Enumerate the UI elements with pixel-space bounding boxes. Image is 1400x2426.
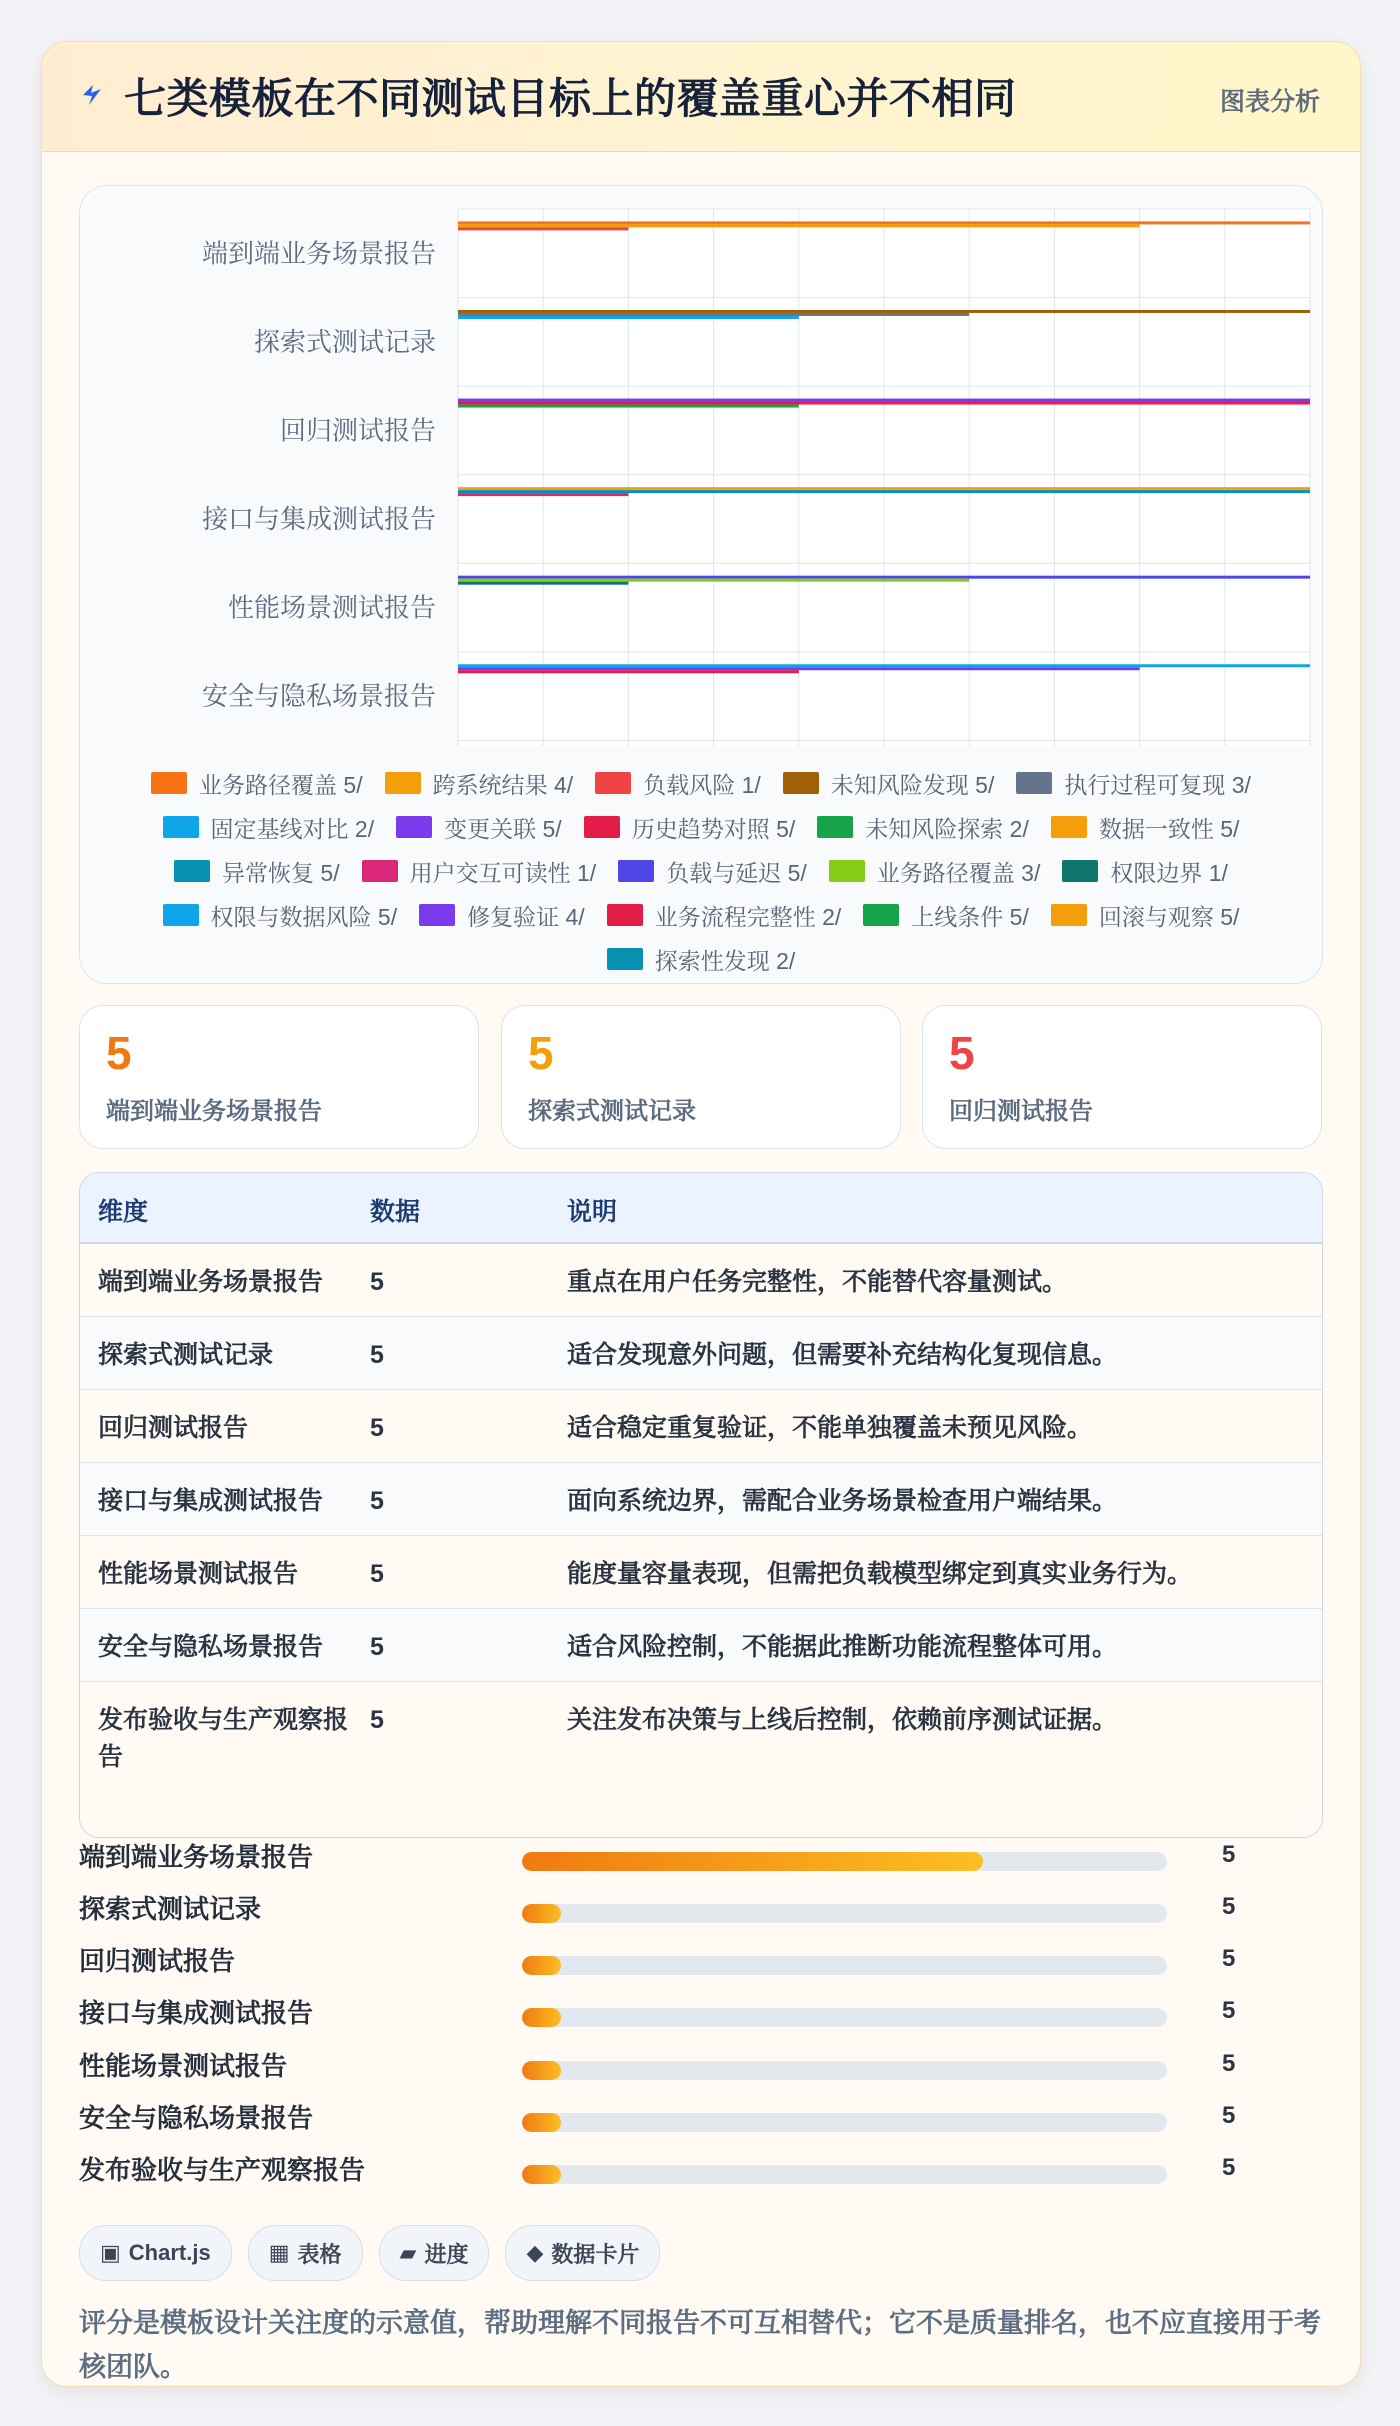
column-header-dimension: 维度 (98, 1198, 149, 1226)
table-row (80, 1390, 1322, 1463)
progress-row (79, 1887, 1321, 1927)
bar-3-0 (458, 487, 1310, 490)
progress-fill (522, 1852, 983, 1871)
bar-5-0 (458, 664, 1310, 667)
legend-swatch (783, 772, 819, 794)
legend-swatch (396, 816, 432, 838)
legend-label: 历史趋势对照 5/ (631, 815, 796, 842)
progress-track (522, 2113, 1167, 2132)
y-category-label: 端到端业务场景报告 (201, 238, 436, 269)
progress-label: 性能场景测试报告 (79, 2051, 288, 2081)
y-category-label: 性能场景测试报告 (227, 592, 436, 623)
chart-icon: ▣ (100, 2240, 121, 2265)
legend-label: 业务流程完整性 2/ (654, 903, 842, 930)
progress-label: 安全与隐私场景报告 (79, 2103, 314, 2133)
row-name: 发布验收与生产观察报告 (98, 1706, 349, 1771)
row-name: 回归测试报告 (98, 1414, 249, 1442)
progress-fill (522, 1956, 561, 1975)
chartjs-pill[interactable] (79, 2225, 232, 2281)
legend-label: 权限与数据风险 5/ (210, 903, 398, 930)
stacked-bar-chart (80, 186, 1322, 746)
y-category-label: 接口与集成测试报告 (201, 504, 436, 534)
stat-card-1 (79, 1005, 479, 1149)
progress-fill (522, 2061, 561, 2080)
progress-icon: ▰ (399, 2240, 417, 2265)
progress-label: 发布验收与生产观察报告 (79, 2155, 366, 2185)
legend-item[interactable] (1016, 768, 1251, 798)
progress-row (79, 1939, 1321, 1979)
data-table (79, 1172, 1323, 1838)
progress-track (522, 2061, 1167, 2080)
legend-item[interactable] (174, 856, 340, 886)
legend-swatch (595, 772, 631, 794)
legend-label: 固定基线对比 2/ (210, 815, 375, 842)
progress-value: 5 (1222, 1945, 1236, 1972)
legend-label: 未知风险发现 5/ (830, 771, 995, 798)
progress-row (79, 1991, 1321, 2031)
stat-value: 5 (949, 1027, 975, 1079)
legend-item[interactable] (863, 900, 1029, 930)
legend-swatch (362, 860, 398, 882)
row-description: 适合风险控制，不能据此推断功能流程整体可用。 (567, 1633, 1118, 1661)
progress-row (79, 2148, 1321, 2188)
legend-label: 业务路径覆盖 3/ (876, 859, 1041, 886)
row-value: 5 (370, 1341, 384, 1369)
row-name: 接口与集成测试报告 (98, 1487, 324, 1515)
stat-label: 探索式测试记录 (528, 1098, 696, 1125)
legend-label: 权限边界 1/ (1110, 859, 1228, 886)
legend-item[interactable] (618, 856, 807, 886)
bar-4-2 (458, 582, 628, 585)
progress-pill[interactable] (379, 2225, 490, 2281)
legend-swatch (817, 816, 853, 838)
data-card-pill[interactable] (505, 2225, 660, 2281)
y-category-label: 安全与隐私场景报告 (201, 681, 436, 712)
row-name: 端到端业务场景报告 (98, 1268, 324, 1296)
table-row (80, 1317, 1322, 1390)
progress-track (522, 2165, 1167, 2184)
progress-label: 接口与集成测试报告 (79, 1998, 314, 2028)
bar-1-0 (458, 310, 1310, 313)
legend-label: 未知风险探索 2/ (865, 815, 1029, 842)
pill-label: Chart.js (128, 2240, 211, 2265)
column-header-description: 说明 (567, 1198, 618, 1226)
table-row (80, 1244, 1322, 1317)
legend-label: 负载与延迟 5/ (666, 859, 807, 886)
legend-label: 上线条件 5/ (911, 903, 1029, 930)
legend-swatch (1062, 860, 1098, 882)
legend-swatch (151, 772, 187, 794)
table-row (80, 1536, 1322, 1609)
legend-item[interactable] (163, 812, 375, 842)
table-row (80, 1609, 1322, 1682)
legend-label: 业务路径覆盖 5/ (199, 771, 363, 798)
legend-item[interactable] (1051, 812, 1240, 842)
progress-row (79, 2044, 1321, 2084)
stat-value: 5 (106, 1027, 132, 1079)
progress-fill (522, 1904, 561, 1923)
bar-0-0 (458, 221, 1310, 224)
legend-item[interactable] (362, 856, 597, 886)
row-name: 性能场景测试报告 (98, 1560, 299, 1588)
legend-label: 负载风险 1/ (643, 771, 761, 798)
table-icon: ▦ (268, 2240, 290, 2265)
table-header (80, 1173, 1322, 1244)
chart-panel (79, 185, 1323, 984)
legend-item[interactable] (163, 900, 398, 930)
table-row (80, 1682, 1322, 1837)
table-pill[interactable] (248, 2225, 363, 2281)
legend-label: 用户交互可读性 1/ (409, 859, 597, 886)
bar-5-1 (458, 667, 1140, 670)
legend-swatch (163, 904, 199, 926)
stat-label: 端到端业务场景报告 (106, 1098, 322, 1125)
row-description: 面向系统边界，需配合业务场景检查用户端结果。 (567, 1487, 1118, 1515)
legend-swatch (419, 904, 455, 926)
footnote: 评分是模板设计关注度的示意值，帮助理解不同报告不可互相替代；它不是质量排名，也不应直接用于考核团队。 (79, 2308, 1321, 2382)
row-value: 5 (370, 1268, 384, 1296)
bar-2-1 (458, 402, 1310, 405)
card-header (42, 42, 1360, 152)
chart-legend (120, 768, 1282, 974)
legend-item[interactable] (829, 856, 1041, 886)
progress-row (79, 1835, 1321, 1875)
row-value: 5 (370, 1560, 384, 1588)
bar-0-1 (458, 224, 1140, 227)
progress-fill (522, 2113, 561, 2132)
progress-fill (522, 2165, 561, 2184)
row-name: 安全与隐私场景报告 (98, 1633, 324, 1661)
bar-1-2 (458, 316, 799, 319)
progress-value: 5 (1222, 2050, 1236, 2077)
progress-label: 端到端业务场景报告 (79, 1842, 314, 1872)
progress-value: 5 (1222, 2102, 1236, 2129)
legend-swatch (863, 904, 899, 926)
legend-swatch (1016, 772, 1052, 794)
chart-analysis-tag[interactable]: 图表分析 (1219, 88, 1320, 116)
legend-label: 数据一致性 5/ (1098, 815, 1240, 842)
lightning-icon (79, 80, 105, 110)
bar-1-1 (458, 313, 969, 316)
y-category-label: 回归测试报告 (279, 415, 436, 446)
legend-label: 探索性发现 2/ (654, 947, 796, 974)
legend-item[interactable] (396, 812, 562, 842)
bar-4-1 (458, 579, 969, 582)
bar-4-0 (458, 576, 1310, 579)
stat-card-3 (922, 1005, 1322, 1149)
row-description: 适合稳定重复验证，不能单独覆盖未预见风险。 (567, 1414, 1093, 1442)
bar-3-1 (458, 490, 1310, 493)
row-description: 适合发现意外问题，但需要补充结构化复现信息。 (567, 1341, 1118, 1369)
progress-value: 5 (1222, 2154, 1236, 2181)
legend-item[interactable] (817, 812, 1029, 842)
row-value: 5 (370, 1706, 384, 1734)
legend-label: 异常恢复 5/ (222, 859, 340, 886)
legend-swatch (584, 816, 620, 838)
progress-value: 5 (1222, 1893, 1236, 1920)
legend-swatch (174, 860, 210, 882)
pill-label: 表格 (297, 2241, 342, 2267)
legend-item[interactable] (595, 768, 761, 798)
legend-swatch (385, 772, 421, 794)
legend-item[interactable] (584, 812, 796, 842)
legend-swatch (829, 860, 865, 882)
legend-item[interactable] (419, 900, 585, 930)
legend-swatch (618, 860, 654, 882)
row-value: 5 (370, 1487, 384, 1515)
stat-label: 回归测试报告 (949, 1098, 1093, 1125)
legend-swatch (163, 816, 199, 838)
row-description: 关注发布决策与上线后控制，依赖前序测试证据。 (567, 1706, 1118, 1734)
legend-item[interactable] (607, 944, 796, 974)
progress-value: 5 (1222, 1997, 1236, 2024)
legend-label: 修复验证 4/ (467, 903, 585, 930)
legend-swatch (607, 948, 643, 970)
bar-2-2 (458, 405, 799, 408)
bar-5-2 (458, 670, 799, 673)
row-value: 5 (370, 1633, 384, 1661)
legend-item[interactable] (1051, 900, 1240, 930)
row-description: 能度量容量表现，但需把负载模型绑定到真实业务行为。 (567, 1560, 1193, 1588)
table-row (80, 1463, 1322, 1536)
pill-label: 进度 (424, 2241, 469, 2267)
pill-label: 数据卡片 (551, 2241, 640, 2267)
legend-item[interactable] (607, 900, 842, 930)
legend-label: 跨系统结果 4/ (432, 771, 574, 798)
progress-track (522, 1956, 1167, 1975)
legend-swatch (607, 904, 643, 926)
progress-row (79, 2096, 1321, 2136)
y-category-label: 探索式测试记录 (253, 326, 436, 357)
progress-track (522, 1852, 1167, 1871)
progress-label: 回归测试报告 (79, 1946, 236, 1976)
legend-item[interactable] (385, 768, 574, 798)
bar-3-2 (458, 493, 628, 496)
legend-label: 回滚与观察 5/ (1098, 903, 1240, 930)
column-header-data: 数据 (370, 1198, 421, 1226)
legend-label: 执行过程可复现 3/ (1064, 771, 1251, 798)
progress-value: 5 (1222, 1841, 1236, 1868)
bar-0-2 (458, 227, 628, 230)
legend-label: 变更关联 5/ (444, 815, 562, 842)
row-value: 5 (370, 1414, 384, 1442)
page-title: 七类模板在不同测试目标上的覆盖重心并不相同 (124, 75, 1017, 122)
progress-fill (522, 2008, 561, 2027)
legend-item[interactable] (1062, 856, 1228, 886)
progress-track (522, 1904, 1167, 1923)
legend-item[interactable] (151, 768, 363, 798)
feature-pills (79, 2225, 660, 2281)
stat-value: 5 (528, 1027, 554, 1079)
report-card (41, 41, 1361, 2387)
diamond-icon: ◆ (526, 2240, 544, 2265)
row-name: 探索式测试记录 (98, 1341, 274, 1369)
legend-swatch (1051, 816, 1087, 838)
bar-2-0 (458, 399, 1310, 402)
progress-label: 探索式测试记录 (79, 1894, 262, 1924)
stat-card-2 (501, 1005, 901, 1149)
progress-track (522, 2008, 1167, 2027)
row-description: 重点在用户任务完整性，不能替代容量测试。 (567, 1268, 1068, 1296)
legend-swatch (1051, 904, 1087, 926)
legend-item[interactable] (783, 768, 995, 798)
